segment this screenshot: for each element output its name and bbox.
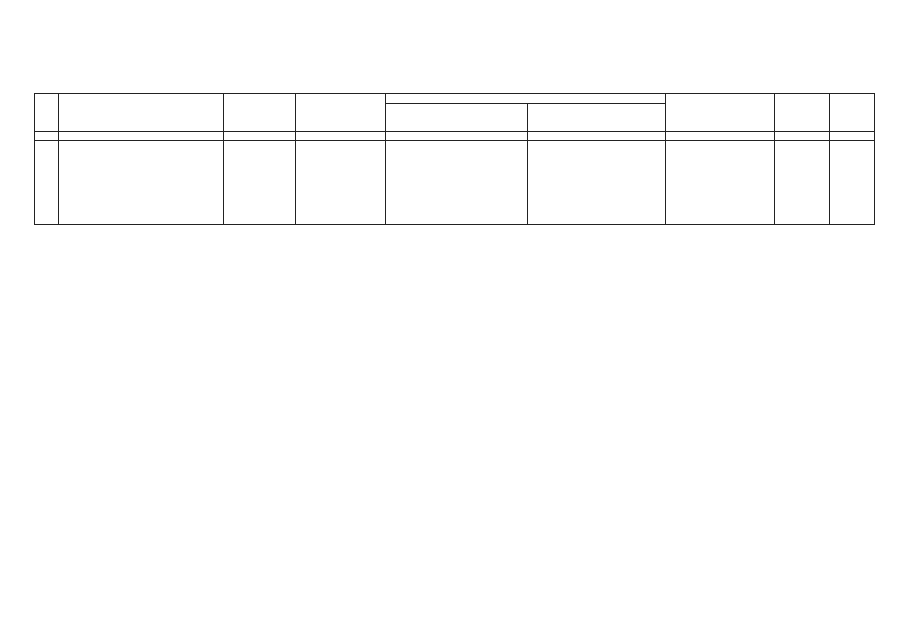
header-size xyxy=(296,94,386,132)
cell-number xyxy=(35,141,59,225)
cell-water-body xyxy=(224,141,296,225)
column-number xyxy=(296,132,386,141)
column-number xyxy=(59,132,224,141)
table-body xyxy=(35,141,875,225)
column-numbers-row xyxy=(35,132,875,141)
header-plot xyxy=(59,94,224,132)
table-row xyxy=(35,141,875,225)
column-number xyxy=(224,132,296,141)
fishing-plots-table-page xyxy=(34,93,874,225)
header-species xyxy=(830,94,875,132)
column-number xyxy=(830,132,875,141)
fishing-plots-table xyxy=(34,93,875,225)
cell-description xyxy=(528,141,666,225)
column-number xyxy=(528,132,666,141)
cell-plot xyxy=(59,141,224,225)
header-coordinates xyxy=(386,104,528,132)
cell-gear xyxy=(775,141,830,225)
header-boundaries xyxy=(386,94,666,104)
cell-species xyxy=(830,141,875,225)
header-number xyxy=(35,94,59,132)
column-number xyxy=(666,132,775,141)
cell-coordinates xyxy=(386,141,528,225)
cell-fishing-type xyxy=(666,141,775,225)
header-description xyxy=(528,104,666,132)
cell-size xyxy=(296,141,386,225)
column-number xyxy=(775,132,830,141)
header-water-body xyxy=(224,94,296,132)
column-number xyxy=(35,132,59,141)
column-number xyxy=(386,132,528,141)
header-gear xyxy=(775,94,830,132)
table-header xyxy=(35,94,875,141)
header-fishing-type xyxy=(666,94,775,132)
